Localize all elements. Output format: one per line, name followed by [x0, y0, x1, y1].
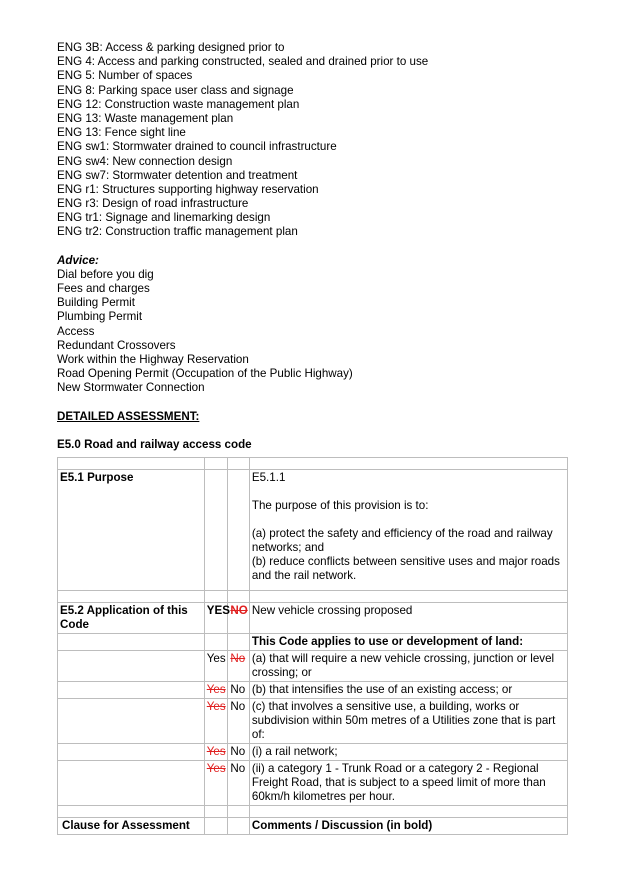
yes-mark: Yes — [206, 651, 226, 665]
condition-item: ENG r1: Structures supporting highway reservation — [57, 182, 319, 196]
advice-item: Building Permit — [57, 296, 135, 310]
advice-item: New Stormwater Connection — [57, 381, 205, 395]
advice-item: Dial before you dig — [57, 267, 154, 281]
advice-item: Access — [57, 324, 95, 338]
advice-item: Redundant Crossovers — [57, 338, 176, 352]
yes-mark: Yes — [206, 699, 226, 713]
condition-item: ENG 3B: Access & parking designed prior to — [57, 41, 285, 54]
advice-item: Plumbing Permit — [57, 310, 143, 324]
conditions-list — [57, 41, 569, 240]
criterion-text: (b) that intensifies the use of an existing access; or — [249, 681, 567, 698]
applies-heading-row — [58, 633, 568, 650]
purpose-item-b: (b) reduce conflicts between sensitive uses and major roads and the rail network. — [251, 554, 560, 582]
application-row — [58, 602, 568, 633]
condition-item: ENG sw1: Stormwater drained to council infrastructure — [57, 140, 337, 154]
purpose-row — [58, 469, 568, 590]
no-mark: No — [230, 761, 246, 775]
advice-item: Road Opening Permit (Occupation of the Public Highway) — [57, 367, 353, 381]
code-heading: E5.0 Road and railway access code — [57, 437, 252, 451]
document-page — [57, 41, 569, 835]
condition-item: ENG sw4: New connection design — [57, 154, 233, 168]
condition-item: ENG 13: Waste management plan — [57, 111, 234, 125]
assessment-table — [57, 457, 568, 835]
table-row — [58, 698, 568, 743]
purpose-label: E5.1 Purpose — [58, 469, 205, 590]
application-label: E5.2 Application of this Code — [58, 602, 205, 633]
table-row — [58, 681, 568, 698]
advice-section — [57, 254, 569, 396]
condition-item: ENG 5: Number of spaces — [57, 69, 193, 83]
yes-mark: Yes — [206, 682, 226, 696]
purpose-intro: The purpose of this provision is to: — [251, 498, 429, 512]
yes-mark: Yes — [206, 744, 226, 758]
advice-heading: Advice: — [57, 253, 99, 267]
no-mark: No — [230, 699, 246, 713]
advice-item: Work within the Highway Reservation — [57, 352, 249, 366]
table-row — [58, 743, 568, 760]
condition-item: ENG 12: Construction waste management plan — [57, 97, 300, 111]
purpose-content — [249, 469, 567, 590]
condition-item: ENG tr2: Construction traffic management plan — [57, 225, 298, 239]
yes-mark: Yes — [206, 761, 226, 775]
applies-heading: This Code applies to use or development of land: — [249, 633, 567, 650]
application-note: New vehicle crossing proposed — [249, 602, 567, 633]
condition-item: ENG r3: Design of road infrastructure — [57, 197, 249, 211]
table-row — [58, 650, 568, 681]
advice-item: Fees and charges — [57, 282, 150, 295]
comments-label: Comments / Discussion (in bold) — [249, 817, 567, 834]
condition-item: ENG 8: Parking space user class and signage — [57, 83, 294, 97]
purpose-item-a: (a) protect the safety and efficiency of the road and railway networks; and — [251, 526, 553, 554]
purpose-ref: E5.1.1 — [251, 470, 286, 484]
no-header: NO — [230, 603, 248, 617]
criterion-text: (c) that involves a sensitive use, a building, works or subdivision within 50m metres of a Utilities zone that is part of: — [249, 698, 567, 743]
condition-item: ENG sw7: Stormwater detention and treatment — [57, 168, 298, 182]
no-mark: No — [230, 651, 246, 665]
clause-header-row — [58, 817, 568, 834]
criterion-text: (a) that will require a new vehicle crossing, junction or level crossing; or — [249, 650, 567, 681]
condition-item: ENG tr1: Signage and linemarking design — [57, 211, 271, 225]
criterion-text: (i) a rail network; — [249, 743, 567, 760]
condition-item: ENG 4: Access and parking constructed, sealed and drained prior to use — [57, 55, 429, 69]
criterion-text: (ii) a category 1 - Trunk Road or a category 2 - Regional Freight Road, that is subject to a speed limit of more than 60km/h kilometres per hour. — [249, 760, 567, 805]
no-mark: No — [230, 744, 246, 758]
clause-label: Clause for Assessment — [58, 817, 205, 834]
no-mark: No — [230, 682, 246, 696]
table-row — [58, 760, 568, 805]
yes-header: YES — [204, 602, 228, 633]
condition-item: ENG 13: Fence sight line — [57, 126, 186, 140]
detailed-assessment-heading: DETAILED ASSESSMENT: — [57, 409, 200, 423]
